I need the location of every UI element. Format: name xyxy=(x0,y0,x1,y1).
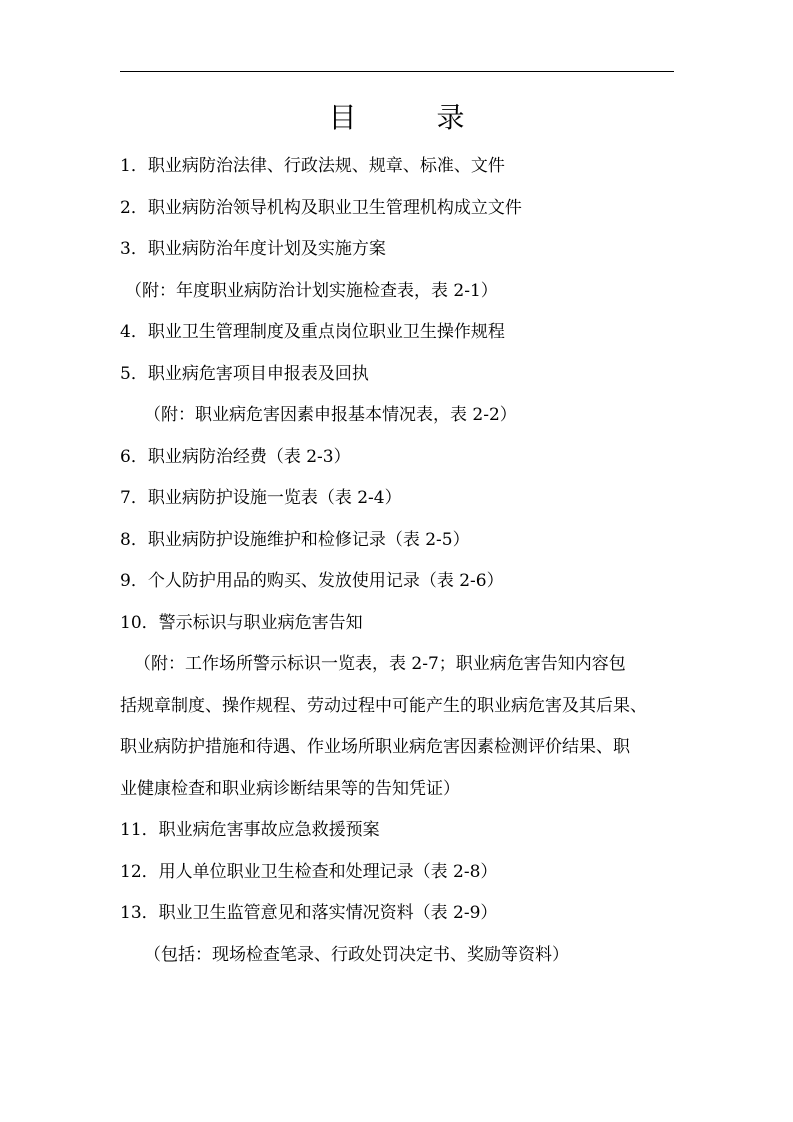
page-title: 目 录 xyxy=(328,101,491,134)
toc-item-10-note-line-2: 括规章制度、操作规程、劳动过程中可能产生的职业病危害及其后果、 xyxy=(120,695,647,716)
toc-item-6: 6．职业病防治经费（表 2-3） xyxy=(120,446,351,467)
toc-item-11: 11．职业病危害事故应急救援预案 xyxy=(120,820,380,840)
toc-item-5: 5．职业病危害项目申报表及回执 xyxy=(120,363,369,384)
toc-item-10: 10．警示标识与职业病危害告知 xyxy=(120,612,363,633)
toc-item-10-note-line-3: 职业病防护措施和待遇、作业场所职业病危害因素检测评价结果、职 xyxy=(120,737,630,757)
toc-item-13-note: （包括：现场检查笔录、行政处罚决定书、奖励等资料） xyxy=(144,944,569,965)
toc-item-7: 7．职业病防护设施一览表（表 2-4） xyxy=(120,488,402,508)
toc-item-9: 9．个人防护用品的购买、发放使用记录（表 2-6） xyxy=(120,571,504,591)
header-rule xyxy=(120,71,674,72)
toc-item-5-note: （附：职业病危害因素申报基本情况表，表 2-2） xyxy=(144,405,517,425)
toc-item-3: 3．职业病防治年度计划及实施方案 xyxy=(120,239,386,259)
toc-item-2: 2．职业病防治领导机构及职业卫生管理机构成立文件 xyxy=(120,197,522,218)
toc-item-4: 4．职业卫生管理制度及重点岗位职业卫生操作规程 xyxy=(120,322,505,342)
table-of-contents xyxy=(120,146,678,976)
toc-item-13: 13．职业卫生监管意见和落实情况资料（表 2-9） xyxy=(120,903,498,923)
toc-item-1: 1．职业病防治法律、行政法规、规章、标准、文件 xyxy=(120,156,505,176)
toc-item-10-note-line-1: （附：工作场所警示标识一览表，表 2-7；职业病危害告知内容包 xyxy=(134,654,626,674)
toc-item-3-note: （附：年度职业病防治计划实施检查表，表 2-1） xyxy=(125,280,498,301)
toc-item-12: 12．用人单位职业卫生检查和处理记录（表 2-8） xyxy=(120,861,498,882)
toc-item-10-note-line-4: 业健康检查和职业病诊断结果等的告知凭证） xyxy=(120,778,460,799)
toc-item-8: 8．职业病防护设施维护和检修记录（表 2-5） xyxy=(120,529,470,550)
